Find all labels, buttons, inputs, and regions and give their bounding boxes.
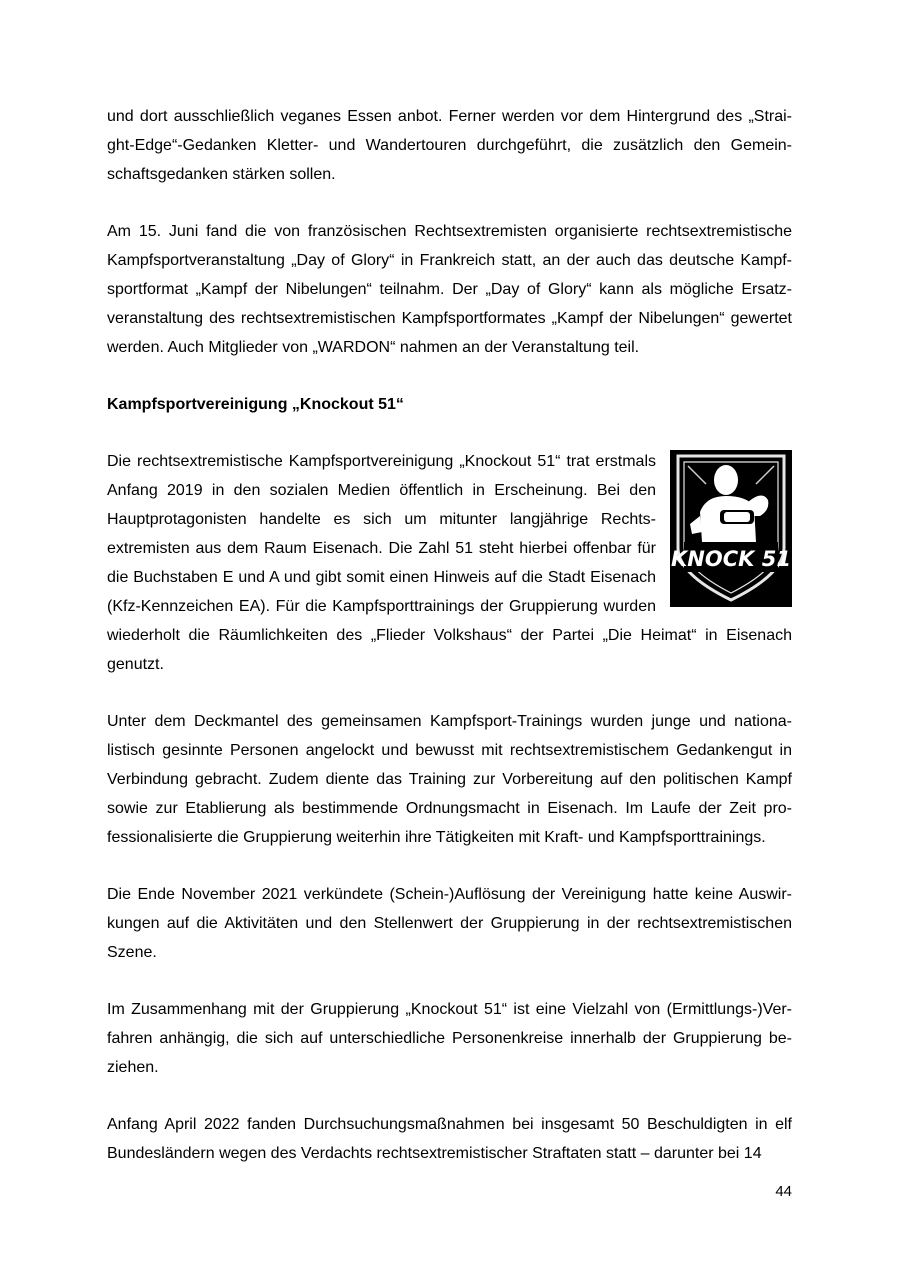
logo-lettering: KNOCK 51 bbox=[671, 547, 791, 571]
paragraph-4: Unter dem Deckmantel des gemeinsamen Kampfsport-Trainings wurden junge und nationalistisch gesinnte Personen angelockt und bewusst mit rechtsextremistischem Gedankengut in Verbindung gebracht. Zudem diente das Training zur Vorbereitung auf den politischen Kampf sowie zur Etablierung als bestimmende Ordnungsmacht in Eisenach. Im Laufe der Zeit professionalisierte die Gruppierung weiterhin ihre Tätigkeiten mit Kraft- und Kampfsporttrainings. bbox=[107, 713, 792, 846]
paragraph-1: und dort ausschließlich veganes Essen anbot. Ferner werden vor dem Hintergrund des „Straight-Edge“-Gedanken Kletter- und Wandertouren durchgeführt, die zusätzlich den Gemeinschaftsgedanken stärken sollen. bbox=[107, 108, 792, 183]
paragraph-7: Anfang April 2022 fanden Durchsuchungsmaßnahmen bei insgesamt 50 Beschuldigten in elf Bundesländern wegen des Verdachts rechtsextremistischer Straftaten statt – darunter bei 14 bbox=[107, 1116, 792, 1162]
paragraph-knockout-intro bbox=[107, 447, 792, 679]
paragraph-knockout-intro-text: Die rechtsextremistische Kampfsportvereinigung „Knockout 51“ trat erstmals Anfang 2019 in den sozialen Medien öffentlich in Erscheinung. Bei den Hauptprotagonisten handelte es sich um mitunter langjährige Rechtsextremisten aus dem Raum Eisenach. Die Zahl 51 steht hierbei offenbar für die Buchstaben E und A und gibt somit einen Hinweis auf die Stadt Eisenach (Kfz-Kennzeichen EA). Für die Kampfsporttrainings der Gruppierung wurden wiederholt die Räumlichkeiten des „Flieder Volkshaus“ der Partei „Die Heimat“ in Eisenach genutzt. bbox=[107, 453, 792, 673]
paragraph-5: Die Ende November 2021 verkündete (Schein-)Auflösung der Vereinigung hatte keine Auswirkungen auf die Aktivitäten und den Stellenwert der Gruppierung in der rechtsextremistischen Szene. bbox=[107, 886, 792, 961]
document-page bbox=[107, 102, 792, 1168]
section-heading: Kampfsportvereinigung „Knockout 51“ bbox=[107, 396, 404, 413]
paragraph-6: Im Zusammenhang mit der Gruppierung „Knockout 51“ ist eine Vielzahl von (Ermittlungs-)Verfahren anhängig, die sich auf unterschiedliche Personenkreise innerhalb der Gruppierung beziehen. bbox=[107, 1001, 792, 1076]
knockout-51-logo-graphic bbox=[670, 450, 792, 607]
knockout-51-logo bbox=[670, 450, 792, 607]
paragraph-2: Am 15. Juni fand die von französischen Rechtsextremisten organisierte rechtsextremistische Kampfsportveranstaltung „Day of Glory“ in Frankreich statt, an der auch das deutsche Kampfsportformat „Kampf der Nibelungen“ teilnahm. Der „Day of Glory“ kann als mögliche Ersatzveranstaltung des rechtsextremistischen Kampfsportformates „Kampf der Nibelungen“ gewertet werden. Auch Mitglieder von „WARDON“ nahmen an der Veranstaltung teil. bbox=[107, 223, 792, 356]
page-number: 44 bbox=[775, 1183, 792, 1200]
